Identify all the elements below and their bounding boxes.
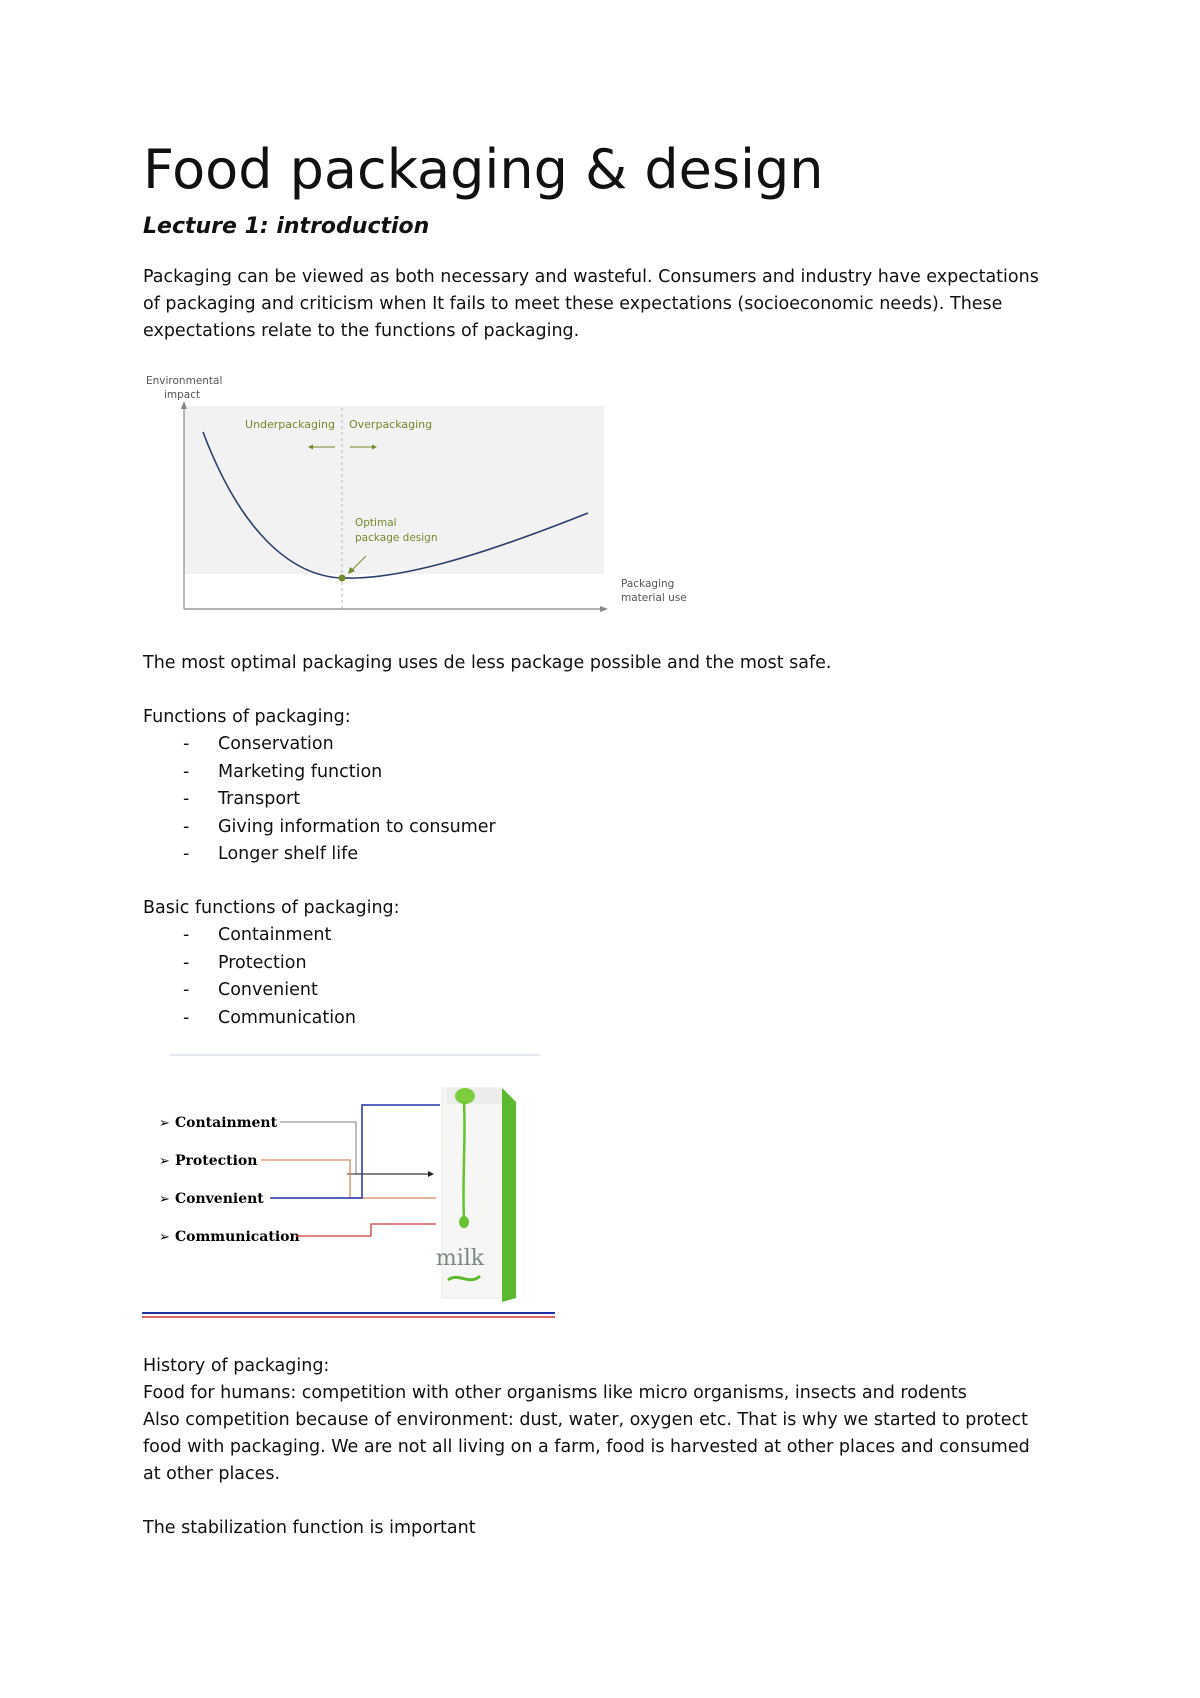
list-item <box>143 950 356 978</box>
intro-line: of packaging and criticism when It fails to meet these expectations (socioeconomic needs). These <box>143 294 1003 314</box>
containment-label: Containment <box>175 1115 278 1131</box>
list-item-text: Protection <box>218 952 307 973</box>
dash-bullet: - <box>183 844 190 864</box>
intro-line: Packaging can be viewed as both necessary and wasteful. Consumers and industry have expectations <box>143 267 1039 287</box>
bullet-icon: ➢ <box>159 1230 170 1245</box>
y-axis-label-line1: Environmental <box>146 375 223 387</box>
list-item <box>143 814 496 842</box>
list-item <box>143 786 496 814</box>
bullet-icon: ➢ <box>159 1116 170 1131</box>
list-item-text: Convenient <box>218 980 318 1000</box>
list-item <box>143 977 356 1005</box>
underpackaging-label: Underpackaging <box>245 418 335 431</box>
y-axis-arrow-icon <box>181 401 187 409</box>
dash-bullet: - <box>183 952 190 973</box>
history-line: at other places. <box>143 1464 281 1484</box>
overpackaging-label: Overpackaging <box>349 418 433 431</box>
optimum-label-line1: Optimal <box>355 517 397 529</box>
page-title: Food packaging & design <box>143 138 824 201</box>
chart-background <box>184 406 604 574</box>
carton-brand-text: milk <box>435 1246 485 1271</box>
list-item-text: Longer shelf life <box>218 844 359 864</box>
history-line: Also competition because of environment: dust, water, oxygen etc. That is why we started to protect <box>143 1410 1028 1430</box>
list-item <box>143 841 496 869</box>
lecture-subtitle: Lecture 1: introduction <box>143 214 430 239</box>
x-axis-label-line2: material use <box>621 592 687 604</box>
history-line: food with packaging. We are not all living on a farm, food is harvested at other places and consumed <box>143 1437 1030 1457</box>
list-item-text: Transport <box>218 789 301 809</box>
list-item <box>143 922 356 950</box>
functions-heading: Functions of packaging: <box>143 707 351 727</box>
y-axis-label-line2: impact <box>164 389 201 401</box>
milk-drip <box>463 1102 464 1220</box>
history-line: Food for humans: competition with other organisms like micro organisms, insects and rodents <box>143 1383 967 1403</box>
optimal-sentence: The most optimal packaging uses de less package possible and the most safe. <box>143 653 832 673</box>
milk-drop <box>459 1216 469 1228</box>
carton-side <box>502 1088 516 1302</box>
bullet-icon: ➢ <box>159 1154 170 1169</box>
x-axis-arrow-icon <box>600 606 608 612</box>
list-item <box>143 731 496 759</box>
list-item-text: Conservation <box>218 734 334 754</box>
x-axis-label-line1: Packaging <box>621 578 675 590</box>
dash-bullet: - <box>183 761 190 782</box>
milk-carton <box>404 1088 534 1325</box>
packaging-impact-chart <box>140 370 700 615</box>
list-item-text: Communication <box>218 1007 356 1028</box>
dash-bullet: - <box>183 1007 190 1028</box>
dash-bullet: - <box>183 925 190 945</box>
bullet-icon: ➢ <box>159 1192 170 1207</box>
list-item <box>143 1005 356 1033</box>
list-item-text: Containment <box>218 925 332 945</box>
list-item <box>143 759 496 787</box>
convenient-label: Convenient <box>175 1191 264 1207</box>
list-item-text: Giving information to consumer <box>218 816 496 837</box>
functions-list <box>143 731 496 869</box>
intro-line: expectations relate to the functions of packaging. <box>143 321 580 341</box>
list-item-text: Marketing function <box>218 761 383 782</box>
stabilization-sentence: The stabilization function is important <box>143 1518 476 1538</box>
basic-functions-heading: Basic functions of packaging: <box>143 898 400 918</box>
optimum-point <box>339 575 346 582</box>
basic-functions-diagram <box>140 1040 560 1325</box>
dash-bullet: - <box>183 734 190 754</box>
history-line: History of packaging: <box>143 1356 330 1376</box>
optimum-label-line2: package design <box>355 532 438 544</box>
dash-bullet: - <box>183 816 190 837</box>
dash-bullet: - <box>183 980 190 1000</box>
basic-functions-list <box>143 922 356 1032</box>
dash-bullet: - <box>183 789 190 809</box>
protection-label: Protection <box>175 1153 258 1169</box>
carton-cap <box>455 1088 475 1104</box>
communication-label: Communication <box>175 1229 300 1245</box>
